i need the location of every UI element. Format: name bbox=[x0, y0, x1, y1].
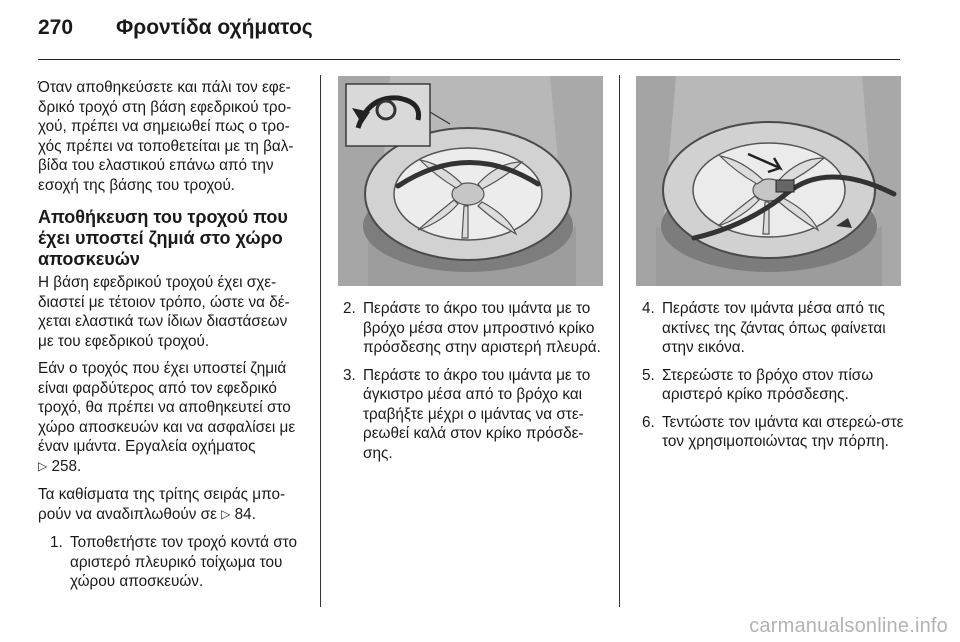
paragraph-third-row bbox=[38, 485, 302, 525]
section-heading: Αποθήκευση του τροχού που έχει υποστεί ζημιά στο χώρο αποσκευών bbox=[38, 207, 288, 269]
list-item bbox=[50, 533, 302, 592]
column-divider-1 bbox=[320, 75, 321, 607]
steps-list-2 bbox=[343, 299, 603, 463]
paragraph-damaged-wheel-text: Εάν ο τροχός που έχει υποστεί ζημιά είναι φαρδύτερος από τον εφεδρικό τροχό, θα πρέπει να αποθηκευτεί στο χώρο αποσκευών και να ασφαλίσει με έναν ιμάντα. Εργαλεία οχήματος bbox=[38, 360, 296, 455]
column-3 bbox=[642, 299, 904, 460]
watermark: carmanualsonline.info bbox=[749, 615, 948, 637]
figure-wheel-strap-buckle bbox=[636, 76, 901, 286]
step-text: Στερεώστε το βρόχο στον πίσω αριστερό κρίκο πρόσδεσης. bbox=[662, 366, 874, 403]
step-text: Τοποθετήστε τον τροχό κοντά στο αριστερό πλευρικό τοίχωμα του χώρου αποσκευών. bbox=[70, 534, 297, 590]
step-text: Περάστε τον ιμάντα μέσα από τις ακτίνες της ζάντας όπως φαίνεται στην εικόνα. bbox=[662, 300, 886, 356]
list-item bbox=[343, 299, 603, 358]
figure-wheel-strap-hook bbox=[338, 76, 603, 286]
list-item bbox=[642, 413, 904, 452]
paragraph-damaged-wheel bbox=[38, 359, 302, 477]
list-item bbox=[642, 299, 904, 358]
reference-link-258[interactable]: 258. bbox=[51, 457, 82, 475]
list-item bbox=[642, 366, 904, 405]
step-number: 2. bbox=[343, 300, 356, 317]
arrow-reference-icon: ▷ bbox=[221, 506, 231, 521]
header-divider bbox=[38, 59, 900, 60]
step-number: 6. bbox=[642, 413, 655, 431]
steps-list-1 bbox=[38, 533, 302, 592]
paragraph-third-row-text: Τα καθίσματα της τρίτης σειράς μπο-ρούν να αναδιπλωθούν σε bbox=[38, 486, 286, 523]
step-text: Περάστε το άκρο του ιμάντα με το άγκιστρο μέσα από το βρόχο και τραβήξτε μέχρι ο ιμάντας να στε-ρεωθεί καλά στον κρίκο πρόσδε-σης. bbox=[363, 366, 591, 462]
chapter-title: Φροντίδα οχήματος bbox=[116, 16, 313, 39]
wheel-illustration-1 bbox=[338, 76, 603, 286]
arrow-reference-icon: ▷ bbox=[38, 458, 48, 473]
step-number: 1. bbox=[50, 534, 63, 551]
column-2 bbox=[343, 299, 603, 471]
page-header bbox=[38, 8, 313, 48]
list-item bbox=[343, 366, 603, 464]
paragraph-rim-design: Η βάση εφεδρικού τροχού έχει σχε-διαστεί με τέτοιον τρόπο, ώστε να δέ-χεται ελαστικά των ίδιων διαστάσεων με του εφεδρικού τροχού. bbox=[38, 274, 290, 350]
column-1 bbox=[38, 78, 302, 600]
page-number: 270 bbox=[38, 16, 74, 39]
step-text: Περάστε το άκρο του ιμάντα με το βρόχο μέσα στον μπροστινό κρίκο πρόσδεσης στην αριστερή πλευρά. bbox=[363, 300, 601, 356]
step-number: 5. bbox=[642, 366, 655, 384]
steps-list-3 bbox=[642, 299, 904, 452]
step-number: 4. bbox=[642, 300, 655, 317]
intro-paragraph: Όταν αποθηκεύσετε και πάλι τον εφε-δρικό τροχό στη βάση εφεδρικού τρο-χού, πρέπει να σημειωθεί πως ο τρο-χός πρέπει να τοποθετείται με τη βαλ-βίδα του ελαστικού επάνω από την εσοχή της βάσης του τροχού. bbox=[38, 79, 294, 194]
reference-link-84[interactable]: 84. bbox=[234, 505, 256, 523]
step-text: Τεντώστε τον ιμάντα και στερεώ-στε τον χρησιμοποιώντας την πόρπη. bbox=[662, 413, 904, 450]
column-divider-2 bbox=[619, 75, 620, 607]
wheel-illustration-2 bbox=[636, 76, 901, 286]
step-number: 3. bbox=[343, 366, 356, 384]
